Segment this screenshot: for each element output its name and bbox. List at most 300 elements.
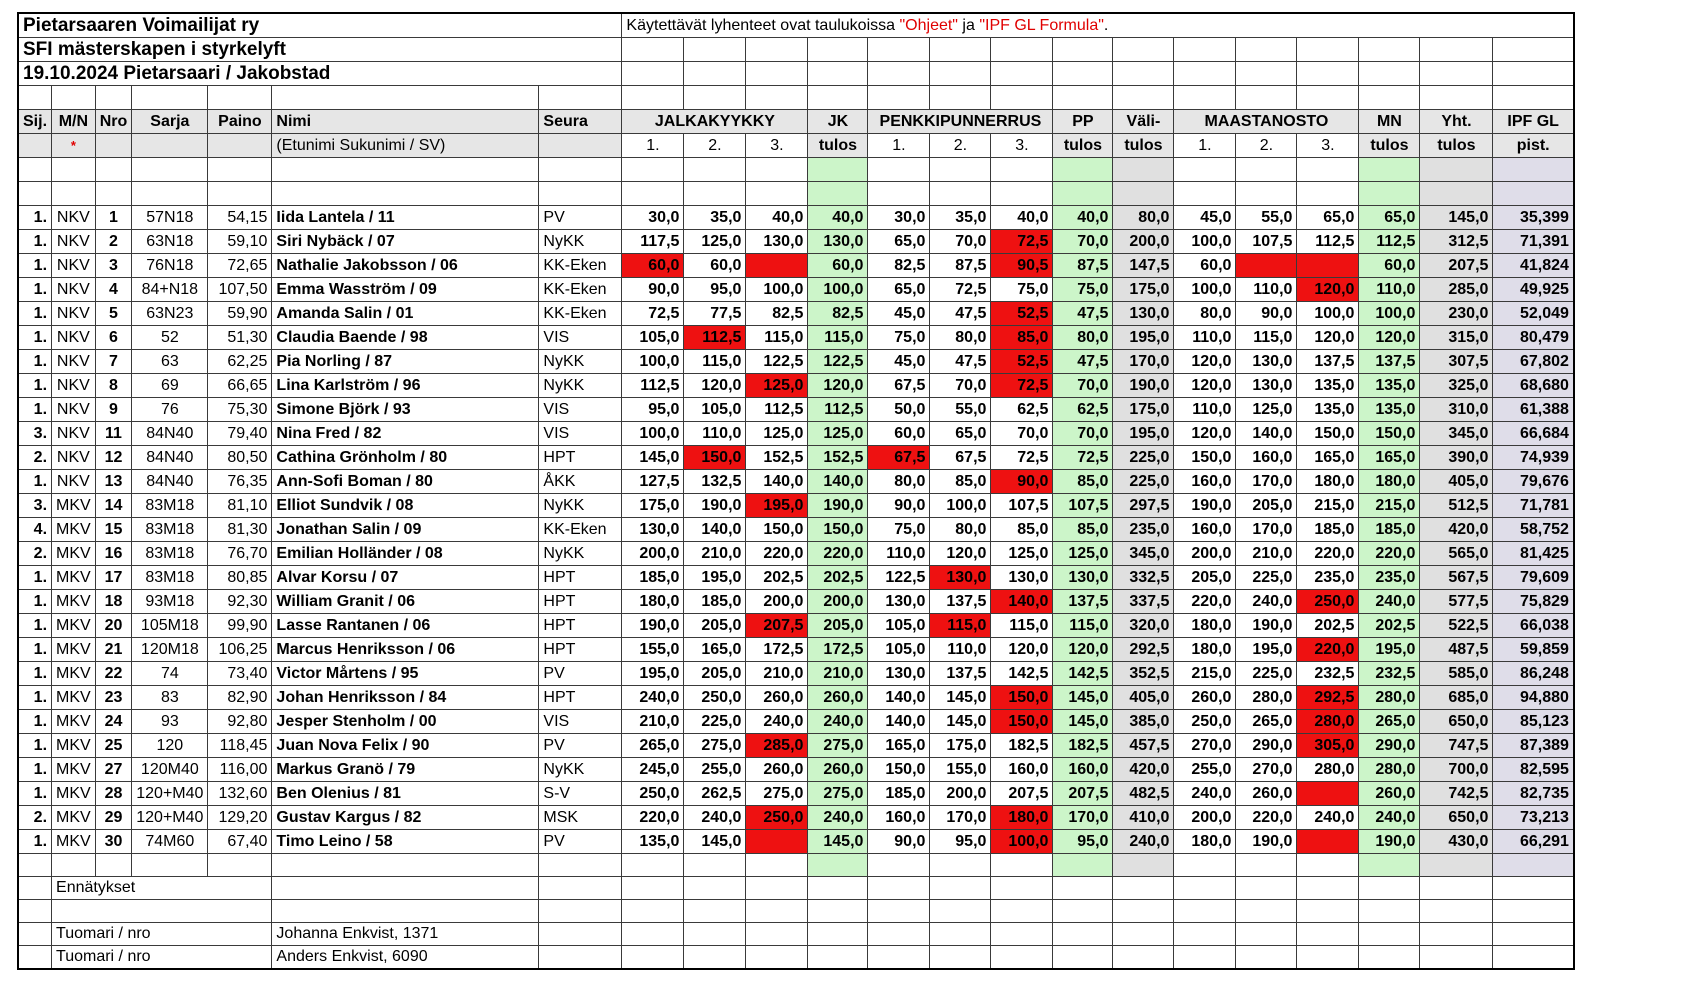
start-number: 16	[95, 542, 132, 566]
note-suffix: .	[1103, 16, 1109, 34]
bench-result: 145,0	[1053, 710, 1113, 734]
placing: 1.	[18, 590, 52, 614]
athlete-name: Ann-Sofi Boman / 80	[272, 470, 539, 494]
bodyweight: 118,45	[208, 734, 272, 758]
total: 285,0	[1420, 278, 1493, 302]
squat-attempt-1: 135,0	[622, 830, 684, 854]
weight-class: 69	[132, 374, 208, 398]
deadlift-attempt-3: 280,0	[1297, 710, 1359, 734]
subtotal: 420,0	[1113, 758, 1174, 782]
start-number: 8	[95, 374, 132, 398]
bench-attempt-1: 65,0	[868, 230, 930, 254]
deadlift-attempt-3	[1297, 254, 1359, 278]
bodyweight: 80,50	[208, 446, 272, 470]
col-yht: Yht.	[1420, 110, 1493, 134]
start-number: 18	[95, 590, 132, 614]
athlete-name: Lasse Rantanen / 06	[272, 614, 539, 638]
subtotal: 175,0	[1113, 398, 1174, 422]
bench-attempt-3: 75,0	[991, 278, 1053, 302]
ipf-gl-points: 73,213	[1493, 806, 1574, 830]
judge-2: Anders Enkvist, 6090	[272, 946, 539, 970]
bench-attempt-3: 40,0	[991, 206, 1053, 230]
start-number: 2	[95, 230, 132, 254]
bench-result: 72,5	[1053, 446, 1113, 470]
total: 315,0	[1420, 326, 1493, 350]
result-row	[18, 206, 1574, 230]
deadlift-attempt-2: 107,5	[1236, 230, 1297, 254]
deadlift-attempt-2: 90,0	[1236, 302, 1297, 326]
squat-attempt-1: 180,0	[622, 590, 684, 614]
squat-attempt-3: 240,0	[746, 710, 808, 734]
total: 420,0	[1420, 518, 1493, 542]
weight-class: 52	[132, 326, 208, 350]
col-bench-3: 3.	[991, 134, 1053, 158]
bodyweight: 59,10	[208, 230, 272, 254]
deadlift-attempt-3: 292,5	[1297, 686, 1359, 710]
squat-attempt-2: 140,0	[684, 518, 746, 542]
deadlift-result: 235,0	[1359, 566, 1420, 590]
result-row	[18, 806, 1574, 830]
bench-result: 47,5	[1053, 350, 1113, 374]
deadlift-result: 265,0	[1359, 710, 1420, 734]
deadlift-attempt-3: 135,0	[1297, 398, 1359, 422]
athlete-name: Nina Fred / 82	[272, 422, 539, 446]
required-star: *	[70, 137, 76, 153]
squat-attempt-3: 125,0	[746, 374, 808, 398]
squat-result: 125,0	[808, 422, 868, 446]
result-row	[18, 446, 1574, 470]
weight-class: 63N23	[132, 302, 208, 326]
bench-attempt-3: 70,0	[991, 422, 1053, 446]
deadlift-attempt-1: 200,0	[1174, 806, 1236, 830]
squat-attempt-3: 275,0	[746, 782, 808, 806]
placing: 1.	[18, 686, 52, 710]
gender-class: NKV	[52, 446, 96, 470]
club: PV	[539, 662, 622, 686]
bench-result: 182,5	[1053, 734, 1113, 758]
bench-attempt-2: 130,0	[930, 566, 991, 590]
bench-attempt-1: 160,0	[868, 806, 930, 830]
result-row	[18, 470, 1574, 494]
bodyweight: 129,20	[208, 806, 272, 830]
bodyweight: 116,00	[208, 758, 272, 782]
placing: 1.	[18, 254, 52, 278]
bench-attempt-1: 140,0	[868, 710, 930, 734]
deadlift-attempt-3: 180,0	[1297, 470, 1359, 494]
subtotal: 130,0	[1113, 302, 1174, 326]
bench-result: 115,0	[1053, 614, 1113, 638]
squat-result: 112,5	[808, 398, 868, 422]
start-number: 12	[95, 446, 132, 470]
squat-attempt-2: 125,0	[684, 230, 746, 254]
bench-attempt-1: 185,0	[868, 782, 930, 806]
bench-result: 40,0	[1053, 206, 1113, 230]
deadlift-attempt-1: 120,0	[1174, 374, 1236, 398]
col-dl-1: 1.	[1174, 134, 1236, 158]
gender-class: NKV	[52, 206, 96, 230]
squat-attempt-2: 255,0	[684, 758, 746, 782]
bench-attempt-3: 72,5	[991, 374, 1053, 398]
weight-class: 120M40	[132, 758, 208, 782]
squat-attempt-2: 110,0	[684, 422, 746, 446]
bench-attempt-2: 80,0	[930, 518, 991, 542]
bodyweight: 67,40	[208, 830, 272, 854]
deadlift-attempt-2: 190,0	[1236, 830, 1297, 854]
deadlift-attempt-3: 280,0	[1297, 758, 1359, 782]
deadlift-result: 260,0	[1359, 782, 1420, 806]
start-number: 4	[95, 278, 132, 302]
col-sij: Sij.	[18, 110, 52, 134]
col-vali-tulos: tulos	[1113, 134, 1174, 158]
ipf-gl-points: 71,391	[1493, 230, 1574, 254]
subtotal: 320,0	[1113, 614, 1174, 638]
ipf-gl-points: 74,939	[1493, 446, 1574, 470]
weight-class: 120+M40	[132, 782, 208, 806]
subtotal: 225,0	[1113, 470, 1174, 494]
bench-result: 160,0	[1053, 758, 1113, 782]
ipf-gl-points: 66,684	[1493, 422, 1574, 446]
bench-attempt-2: 55,0	[930, 398, 991, 422]
col-squat-3: 3.	[746, 134, 808, 158]
squat-attempt-1: 100,0	[622, 422, 684, 446]
deadlift-result: 150,0	[1359, 422, 1420, 446]
deadlift-attempt-3: 100,0	[1297, 302, 1359, 326]
athlete-name: Alvar Korsu / 07	[272, 566, 539, 590]
bench-attempt-2: 70,0	[930, 374, 991, 398]
deadlift-attempt-1: 215,0	[1174, 662, 1236, 686]
squat-attempt-3: 152,5	[746, 446, 808, 470]
bench-attempt-1: 67,5	[868, 446, 930, 470]
squat-attempt-1: 105,0	[622, 326, 684, 350]
gender-class: MKV	[52, 518, 96, 542]
gender-class: MKV	[52, 638, 96, 662]
total: 487,5	[1420, 638, 1493, 662]
bench-result: 70,0	[1053, 422, 1113, 446]
bodyweight: 81,10	[208, 494, 272, 518]
total: 345,0	[1420, 422, 1493, 446]
total: 325,0	[1420, 374, 1493, 398]
bench-attempt-1: 45,0	[868, 350, 930, 374]
bench-attempt-3: 52,5	[991, 350, 1053, 374]
result-row	[18, 566, 1574, 590]
bench-attempt-2: 145,0	[930, 710, 991, 734]
deadlift-result: 202,5	[1359, 614, 1420, 638]
bench-attempt-3: 125,0	[991, 542, 1053, 566]
subtotal: 345,0	[1113, 542, 1174, 566]
result-row	[18, 830, 1574, 854]
squat-attempt-3: 260,0	[746, 686, 808, 710]
squat-attempt-1: 265,0	[622, 734, 684, 758]
bench-attempt-3: 115,0	[991, 614, 1053, 638]
squat-attempt-2: 165,0	[684, 638, 746, 662]
total: 512,5	[1420, 494, 1493, 518]
deadlift-attempt-2: 195,0	[1236, 638, 1297, 662]
deadlift-result: 120,0	[1359, 326, 1420, 350]
col-mn: M/N	[52, 110, 96, 134]
subtotal: 240,0	[1113, 830, 1174, 854]
ipf-gl-points: 81,425	[1493, 542, 1574, 566]
squat-attempt-3: 220,0	[746, 542, 808, 566]
bench-attempt-1: 105,0	[868, 638, 930, 662]
squat-attempt-3	[746, 254, 808, 278]
placing: 4.	[18, 518, 52, 542]
bench-attempt-2: 87,5	[930, 254, 991, 278]
bench-attempt-2: 175,0	[930, 734, 991, 758]
bench-attempt-1: 82,5	[868, 254, 930, 278]
ipf-gl-points: 87,389	[1493, 734, 1574, 758]
col-squat-2: 2.	[684, 134, 746, 158]
athlete-name: Johan Henriksson / 84	[272, 686, 539, 710]
gender-class: NKV	[52, 398, 96, 422]
total: 405,0	[1420, 470, 1493, 494]
bench-attempt-1: 130,0	[868, 590, 930, 614]
bench-attempt-1: 45,0	[868, 302, 930, 326]
weight-class: 76N18	[132, 254, 208, 278]
deadlift-attempt-2: 280,0	[1236, 686, 1297, 710]
squat-attempt-2: 112,5	[684, 326, 746, 350]
bench-attempt-2: 67,5	[930, 446, 991, 470]
deadlift-attempt-3: 137,5	[1297, 350, 1359, 374]
deadlift-result: 215,0	[1359, 494, 1420, 518]
start-number: 14	[95, 494, 132, 518]
deadlift-attempt-1: 100,0	[1174, 278, 1236, 302]
squat-attempt-1: 240,0	[622, 686, 684, 710]
deadlift-attempt-1: 110,0	[1174, 326, 1236, 350]
bench-attempt-3: 140,0	[991, 590, 1053, 614]
deadlift-attempt-1: 110,0	[1174, 398, 1236, 422]
deadlift-attempt-2: 270,0	[1236, 758, 1297, 782]
deadlift-result: 185,0	[1359, 518, 1420, 542]
bodyweight: 59,90	[208, 302, 272, 326]
bodyweight: 76,70	[208, 542, 272, 566]
ipf-gl-points: 67,802	[1493, 350, 1574, 374]
deadlift-attempt-3: 112,5	[1297, 230, 1359, 254]
squat-attempt-3: 207,5	[746, 614, 808, 638]
squat-attempt-2: 240,0	[684, 806, 746, 830]
bench-attempt-3: 85,0	[991, 518, 1053, 542]
squat-attempt-2: 210,0	[684, 542, 746, 566]
start-number: 25	[95, 734, 132, 758]
col-dl-3: 3.	[1297, 134, 1359, 158]
placing: 3.	[18, 494, 52, 518]
bench-result: 85,0	[1053, 470, 1113, 494]
gender-class: NKV	[52, 302, 96, 326]
squat-result: 82,5	[808, 302, 868, 326]
club: ÅKK	[539, 470, 622, 494]
bench-attempt-1: 105,0	[868, 614, 930, 638]
squat-attempt-1: 155,0	[622, 638, 684, 662]
ipf-gl-points: 85,123	[1493, 710, 1574, 734]
subtotal: 147,5	[1113, 254, 1174, 278]
deadlift-result: 240,0	[1359, 590, 1420, 614]
start-number: 27	[95, 758, 132, 782]
squat-result: 220,0	[808, 542, 868, 566]
squat-attempt-1: 250,0	[622, 782, 684, 806]
bench-result: 70,0	[1053, 374, 1113, 398]
deadlift-attempt-1: 160,0	[1174, 470, 1236, 494]
ipf-gl-points: 71,781	[1493, 494, 1574, 518]
deadlift-result: 232,5	[1359, 662, 1420, 686]
bench-attempt-1: 67,5	[868, 374, 930, 398]
squat-result: 210,0	[808, 662, 868, 686]
ipf-gl-points: 80,479	[1493, 326, 1574, 350]
squat-result: 172,5	[808, 638, 868, 662]
bodyweight: 76,35	[208, 470, 272, 494]
subtotal: 292,5	[1113, 638, 1174, 662]
bench-attempt-2: 100,0	[930, 494, 991, 518]
placing: 1.	[18, 374, 52, 398]
bench-attempt-1: 80,0	[868, 470, 930, 494]
squat-attempt-1: 60,0	[622, 254, 684, 278]
col-ipf: IPF GL	[1493, 110, 1574, 134]
weight-class: 63N18	[132, 230, 208, 254]
total: 430,0	[1420, 830, 1493, 854]
deadlift-attempt-2: 130,0	[1236, 350, 1297, 374]
weight-class: 76	[132, 398, 208, 422]
squat-result: 145,0	[808, 830, 868, 854]
bench-attempt-3: 100,0	[991, 830, 1053, 854]
placing: 2.	[18, 542, 52, 566]
bench-attempt-3: 107,5	[991, 494, 1053, 518]
squat-result: 275,0	[808, 782, 868, 806]
weight-class: 83M18	[132, 518, 208, 542]
col-pp: PP	[1053, 110, 1113, 134]
note-text-mid: ja	[957, 16, 980, 34]
bench-attempt-3: 130,0	[991, 566, 1053, 590]
placing: 1.	[18, 230, 52, 254]
deadlift-attempt-2: 115,0	[1236, 326, 1297, 350]
gender-class: NKV	[52, 374, 96, 398]
squat-attempt-2: 250,0	[684, 686, 746, 710]
club: KK-Eken	[539, 254, 622, 278]
ipf-gl-points: 82,595	[1493, 758, 1574, 782]
subtotal: 405,0	[1113, 686, 1174, 710]
total: 585,0	[1420, 662, 1493, 686]
deadlift-attempt-2	[1236, 254, 1297, 278]
subtotal: 337,5	[1113, 590, 1174, 614]
athlete-name: Pia Norling / 87	[272, 350, 539, 374]
bench-attempt-3: 180,0	[991, 806, 1053, 830]
squat-attempt-2: 275,0	[684, 734, 746, 758]
ipf-gl-points: 59,859	[1493, 638, 1574, 662]
squat-attempt-2: 185,0	[684, 590, 746, 614]
bench-attempt-2: 137,5	[930, 662, 991, 686]
gender-class: MKV	[52, 710, 96, 734]
result-row	[18, 590, 1574, 614]
squat-attempt-2: 195,0	[684, 566, 746, 590]
deadlift-attempt-2: 130,0	[1236, 374, 1297, 398]
club: HPT	[539, 686, 622, 710]
deadlift-attempt-1: 180,0	[1174, 830, 1236, 854]
squat-attempt-2: 205,0	[684, 662, 746, 686]
squat-attempt-1: 95,0	[622, 398, 684, 422]
bench-attempt-1: 60,0	[868, 422, 930, 446]
subtotal: 80,0	[1113, 206, 1174, 230]
col-squat-1: 1.	[622, 134, 684, 158]
deadlift-result: 280,0	[1359, 686, 1420, 710]
weight-class: 120+M40	[132, 806, 208, 830]
deadlift-attempt-1: 200,0	[1174, 542, 1236, 566]
start-number: 24	[95, 710, 132, 734]
bodyweight: 66,65	[208, 374, 272, 398]
squat-attempt-1: 30,0	[622, 206, 684, 230]
bench-attempt-1: 130,0	[868, 662, 930, 686]
bodyweight: 72,65	[208, 254, 272, 278]
deadlift-attempt-2: 140,0	[1236, 422, 1297, 446]
placing: 1.	[18, 350, 52, 374]
athlete-name: Timo Leino / 58	[272, 830, 539, 854]
club: KK-Eken	[539, 278, 622, 302]
bench-attempt-3: 207,5	[991, 782, 1053, 806]
squat-result: 260,0	[808, 686, 868, 710]
result-row	[18, 230, 1574, 254]
gender-class: MKV	[52, 590, 96, 614]
club: NyKK	[539, 230, 622, 254]
col-jk: JK	[808, 110, 868, 134]
squat-result: 150,0	[808, 518, 868, 542]
deadlift-attempt-3: 185,0	[1297, 518, 1359, 542]
bench-attempt-3: 90,0	[991, 470, 1053, 494]
judge-label-2: Tuomari / nro	[52, 946, 272, 970]
gender-class: MKV	[52, 734, 96, 758]
bodyweight: 80,85	[208, 566, 272, 590]
result-row	[18, 782, 1574, 806]
total: 650,0	[1420, 710, 1493, 734]
deadlift-attempt-2: 190,0	[1236, 614, 1297, 638]
ipf-gl-points: 66,038	[1493, 614, 1574, 638]
total: 567,5	[1420, 566, 1493, 590]
squat-attempt-1: 185,0	[622, 566, 684, 590]
bodyweight: 75,30	[208, 398, 272, 422]
deadlift-attempt-1: 240,0	[1174, 782, 1236, 806]
squat-result: 40,0	[808, 206, 868, 230]
deadlift-attempt-3: 202,5	[1297, 614, 1359, 638]
squat-attempt-1: 112,5	[622, 374, 684, 398]
bench-attempt-3: 182,5	[991, 734, 1053, 758]
col-seura: Seura	[539, 110, 622, 134]
placing: 2.	[18, 806, 52, 830]
athlete-name: William Granit / 06	[272, 590, 539, 614]
bench-result: 120,0	[1053, 638, 1113, 662]
bench-result: 87,5	[1053, 254, 1113, 278]
club: PV	[539, 734, 622, 758]
bench-attempt-3: 142,5	[991, 662, 1053, 686]
subtotal: 385,0	[1113, 710, 1174, 734]
bodyweight: 99,90	[208, 614, 272, 638]
deadlift-attempt-2: 160,0	[1236, 446, 1297, 470]
note-ref-ohjeet: "Ohjeet"	[899, 16, 958, 34]
squat-attempt-2: 190,0	[684, 494, 746, 518]
deadlift-attempt-2: 220,0	[1236, 806, 1297, 830]
squat-attempt-3: 260,0	[746, 758, 808, 782]
deadlift-attempt-3: 220,0	[1297, 638, 1359, 662]
start-number: 9	[95, 398, 132, 422]
bench-result: 137,5	[1053, 590, 1113, 614]
ipf-gl-points: 68,680	[1493, 374, 1574, 398]
deadlift-attempt-1: 60,0	[1174, 254, 1236, 278]
squat-attempt-1: 190,0	[622, 614, 684, 638]
deadlift-attempt-3	[1297, 782, 1359, 806]
deadlift-result: 135,0	[1359, 374, 1420, 398]
bench-result: 107,5	[1053, 494, 1113, 518]
weight-class: 74M60	[132, 830, 208, 854]
col-nimi-sub: (Etunimi Sukunimi / SV)	[272, 134, 539, 158]
start-number: 6	[95, 326, 132, 350]
placing: 1.	[18, 566, 52, 590]
club: HPT	[539, 638, 622, 662]
note-ref-formula: "IPF GL Formula"	[979, 16, 1104, 34]
athlete-name: Emilian Holländer / 08	[272, 542, 539, 566]
